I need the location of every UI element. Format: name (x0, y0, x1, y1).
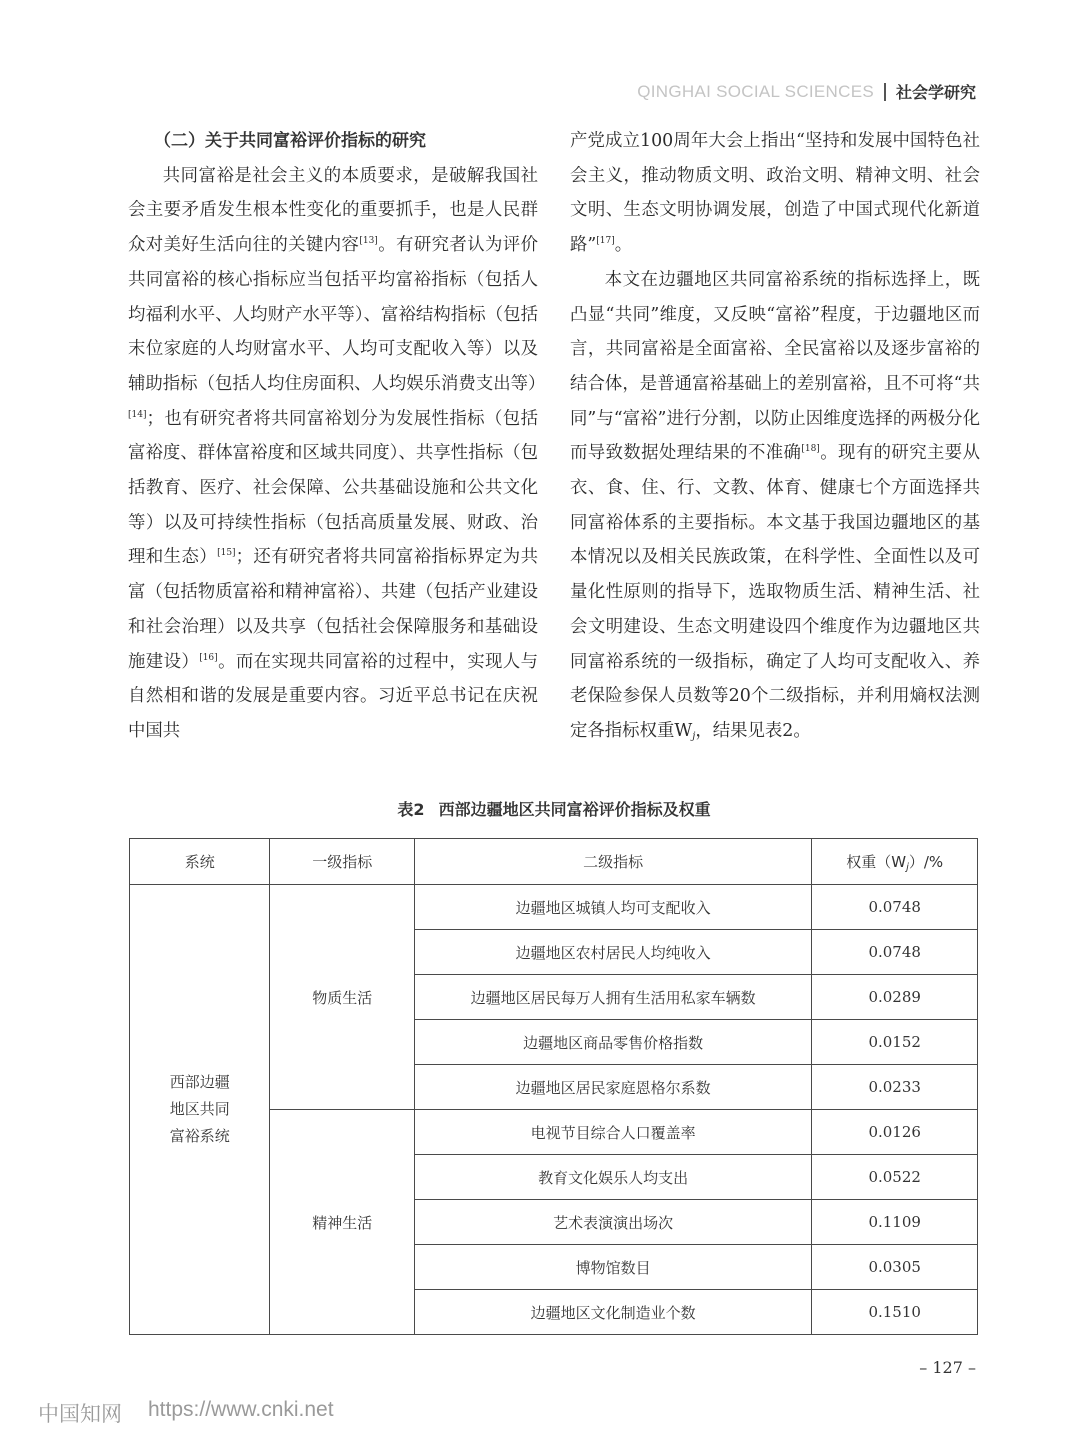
subscript: j (906, 862, 909, 873)
system-label (130, 1069, 269, 1150)
page-number: – 127 – (919, 1358, 976, 1377)
weight-cell: 0.0289 (812, 975, 978, 1020)
section-subheading: （二）关于共同富裕评价指标的研究 (154, 131, 426, 151)
journal-name-en: QINGHAI SOCIAL SCIENCES (637, 81, 874, 101)
citation-ref: [16] (199, 652, 218, 663)
weight-cell: 0.0748 (812, 930, 978, 975)
table-number: 表2 (397, 800, 425, 819)
text-run: 。有研究者认为评价共同富裕的核心指标应当包括平均富裕指标（包括人均福利水平、人均财产水平等）、富裕结构指标（包括末位家庭的人均财富水平、人均可支配收入等）以及辅助指标（包括人均住房面积、人均娱乐消费支出等） (128, 235, 546, 394)
indicator-cell: 边疆地区文化制造业个数 (414, 1290, 811, 1335)
paragraph (570, 124, 980, 263)
text-run: ；还有研究者将共同富裕指标界定为共富（包括物质富裕和精神富裕）、共建（包括产业建设和社会治理）以及共享（包括社会保障服务和基础设施建设） (128, 547, 538, 672)
table-caption (0, 797, 1080, 820)
watermark-name: 中国知网 (38, 1403, 122, 1426)
weight-cell: 0.0522 (812, 1155, 978, 1200)
citation-ref: [15] (217, 548, 236, 559)
system-label-line: 西部边疆 (169, 1073, 230, 1091)
paragraph (570, 263, 980, 749)
header-weight-unit: ）/% (908, 853, 944, 871)
paragraph (128, 159, 546, 749)
citation-ref: [14] (128, 409, 147, 420)
system-label-line: 地区共同 (169, 1100, 230, 1118)
citation-ref: [18] (801, 444, 820, 455)
indicator-cell: 边疆地区居民家庭恩格尔系数 (414, 1065, 811, 1110)
subscript: j (692, 730, 696, 742)
text-run: 本文在边疆地区共同富裕系统的指标选择上，既凸显“共同”维度，又反映“富裕”程度，于边疆地区而言，共同富裕是全面富裕、全民富裕以及逐步富裕的结合体，是普通富裕基础上的差别富裕，且不可将“共同”与“富裕”进行分割，以防止因维度选择的两极分化而导致数据处理结果的不准确 (570, 269, 980, 464)
indicator-cell: 边疆地区城镇人均可支配收入 (414, 885, 811, 930)
indicator-cell: 电视节目综合人口覆盖率 (414, 1110, 811, 1155)
header-divider (884, 83, 886, 101)
header-system: 系统 (130, 839, 270, 885)
watermark (38, 1398, 334, 1428)
indicator-cell: 边疆地区农村居民人均纯收入 (414, 930, 811, 975)
weight-cell: 0.0748 (812, 885, 978, 930)
text-run: ，结果见表2。 (695, 720, 811, 741)
weight-cell: 0.0126 (812, 1110, 978, 1155)
indicator-weight-table (129, 838, 978, 1335)
weight-cell: 0.1510 (812, 1290, 978, 1335)
indicator-cell: 教育文化娱乐人均支出 (414, 1155, 811, 1200)
table-header-row (130, 839, 978, 885)
weight-cell: 0.1109 (812, 1200, 978, 1245)
weight-cell: 0.0305 (812, 1245, 978, 1290)
weight-cell: 0.0152 (812, 1020, 978, 1065)
indicator-cell: 边疆地区商品零售价格指数 (414, 1020, 811, 1065)
left-column (128, 124, 546, 749)
text-run: 。而在实现共同富裕的过程中，实现人与自然相和谐的发展是重要内容。习近平总书记在庆祝中国共 (128, 651, 538, 741)
header-weight (812, 839, 978, 885)
text-run: 共同富裕是社会主义的本质要求，是破解我国社会主要矛盾发生根本性变化的重要抓手，也是人民群众对美好生活向往的关键内容 (128, 165, 538, 256)
text-run: 。 (614, 235, 633, 256)
indicator-cell: 边疆地区居民每万人拥有生活用私家车辆数 (414, 975, 811, 1020)
table-body (130, 885, 978, 1335)
right-column (570, 124, 980, 749)
indicator-cell: 艺术表演演出场次 (414, 1200, 811, 1245)
watermark-url[interactable]: https://www.cnki.net (148, 1398, 334, 1421)
citation-ref: [13] (359, 236, 378, 247)
level1-cell: 精神生活 (270, 1110, 414, 1335)
level1-cell: 物质生活 (270, 885, 414, 1110)
header-weight-text: 权重（W (846, 853, 907, 871)
system-label-line: 富裕系统 (169, 1127, 230, 1145)
weight-cell: 0.0233 (812, 1065, 978, 1110)
text-run: 产党成立100周年大会上指出“坚持和发展中国特色社会主义，推动物质文明、政治文明、精神文明、社会文明、生态文明协调发展，创造了中国式现代化新道路” (570, 131, 980, 256)
table-title: 西部边疆地区共同富裕评价指标及权重 (438, 800, 711, 819)
indicator-cell: 博物馆数目 (414, 1245, 811, 1290)
body-columns (128, 124, 980, 749)
header-level2: 二级指标 (414, 839, 811, 885)
system-cell (130, 885, 270, 1335)
running-header (637, 80, 976, 103)
text-run: ；也有研究者将共同富裕划分为发展性指标（包括富裕度、群体富裕度和区域共同度）、共享性指标（包括教育、医疗、社会保障、公共基础设施和公共文化等）以及可持续性指标（包括高质量发展、财政、治理和生态） (128, 408, 538, 568)
text-run: 。现有的研究主要从衣、食、住、行、文教、体育、健康七个方面选择共同富裕体系的主要指标。本文基于我国边疆地区的基本情况以及相关民族政策，在科学性、全面性以及可量化性原则的指导下，选取物质生活、精神生活、社会文明建设、生态文明建设四个维度作为边疆地区共同富裕系统的一级指标，确定了人均可支配收入、养老保险参保人员数等20个二级指标，并利用熵权法测定各指标权重W (570, 443, 980, 741)
header-level1: 一级指标 (270, 839, 414, 885)
citation-ref: [17] (596, 236, 615, 247)
table-row (130, 885, 978, 930)
section-name: 社会学研究 (895, 83, 976, 102)
